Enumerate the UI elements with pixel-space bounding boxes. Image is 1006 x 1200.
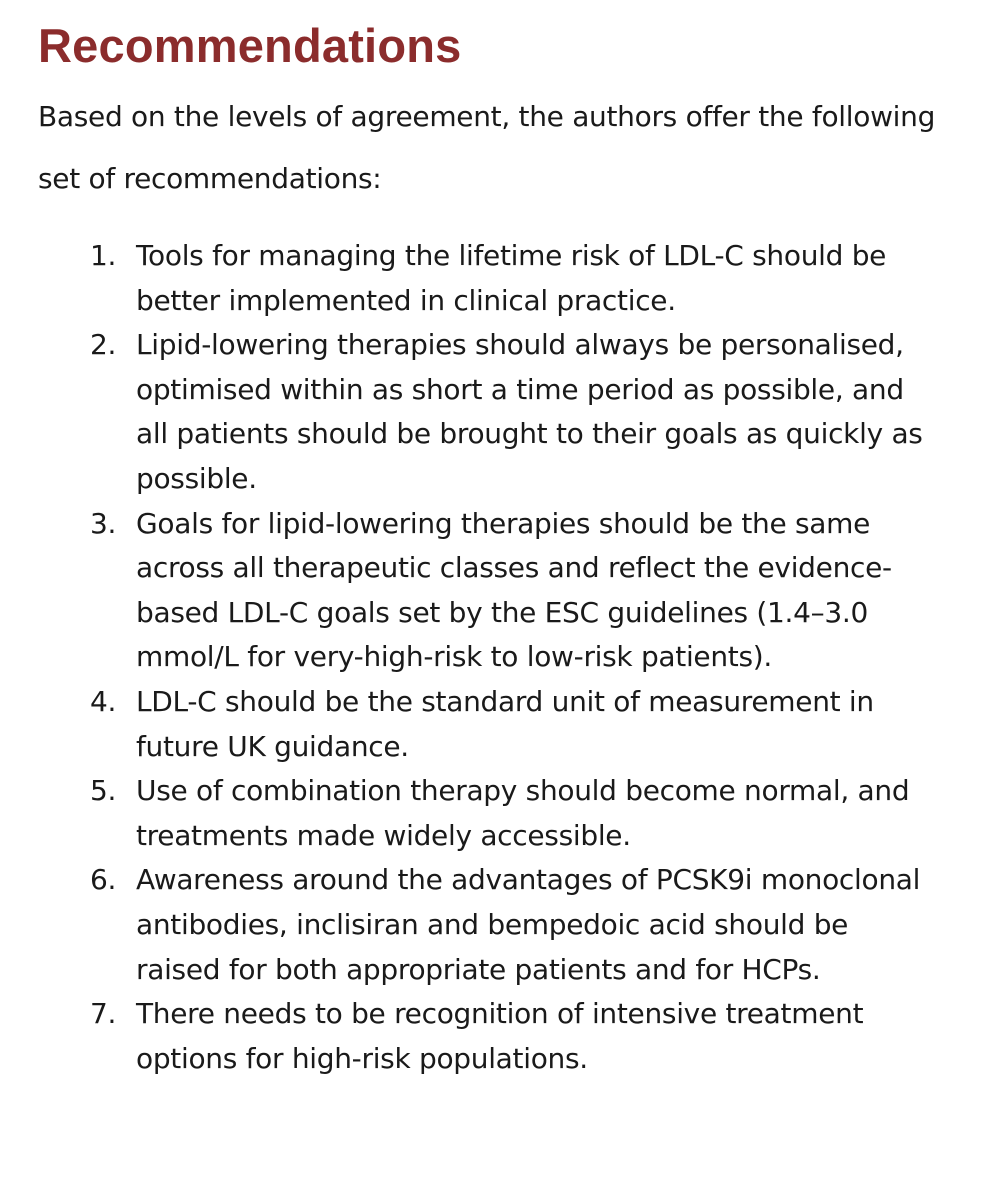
recommendation-text: There needs to be recognition of intensive treatment options for high-risk populations. bbox=[136, 997, 864, 1075]
section-heading: Recommendations bbox=[38, 19, 462, 72]
recommendation-number: 3. bbox=[90, 506, 117, 540]
recommendation-text: LDL-C should be the standard unit of measurement in future UK guidance. bbox=[136, 684, 874, 763]
recommendation-item-4 bbox=[38, 680, 968, 769]
recommendation-item-5 bbox=[38, 769, 968, 858]
recommendation-item-7 bbox=[38, 992, 968, 1081]
document-page bbox=[38, 14, 968, 1081]
recommendation-number: 4. bbox=[90, 684, 117, 718]
recommendation-text: Tools for managing the lifetime risk of LDL-C should be better implemented in clinical practice. bbox=[136, 239, 887, 317]
recommendation-number: 1. bbox=[90, 239, 117, 272]
recommendation-text: Use of combination therapy should become normal, and treatments made widely accessible. bbox=[136, 774, 910, 852]
recommendation-item-2 bbox=[38, 323, 968, 501]
recommendation-text: Lipid-lowering therapies should always be personalised, optimised within as short a time period as possible, and all patients should be brought to their goals as quickly as possible. bbox=[136, 328, 923, 495]
recommendation-text: Awareness around the advantages of PCSK9i monoclonal antibodies, inclisiran and bempedoic acid should be raised for both appropriate patients and for HCPs. bbox=[136, 863, 921, 986]
recommendation-text: Goals for lipid-lowering therapies should be the same across all therapeutic classes and reflect the evidence-based LDL-C goals set by the ESC guidelines (1.4–3.0 mmol/L for very-high-risk to low-risk patients). bbox=[136, 506, 892, 674]
recommendation-item-6 bbox=[38, 858, 968, 992]
recommendations-list bbox=[38, 234, 968, 1081]
intro-paragraph: Based on the levels of agreement, the authors offer the following set of recommendations: bbox=[38, 100, 936, 195]
recommendation-number: 2. bbox=[90, 328, 117, 362]
recommendation-number: 6. bbox=[90, 863, 117, 897]
recommendation-item-3 bbox=[38, 502, 968, 680]
recommendation-number: 5. bbox=[90, 774, 117, 808]
recommendation-number: 7. bbox=[90, 997, 117, 1031]
recommendation-item-1 bbox=[38, 234, 968, 323]
